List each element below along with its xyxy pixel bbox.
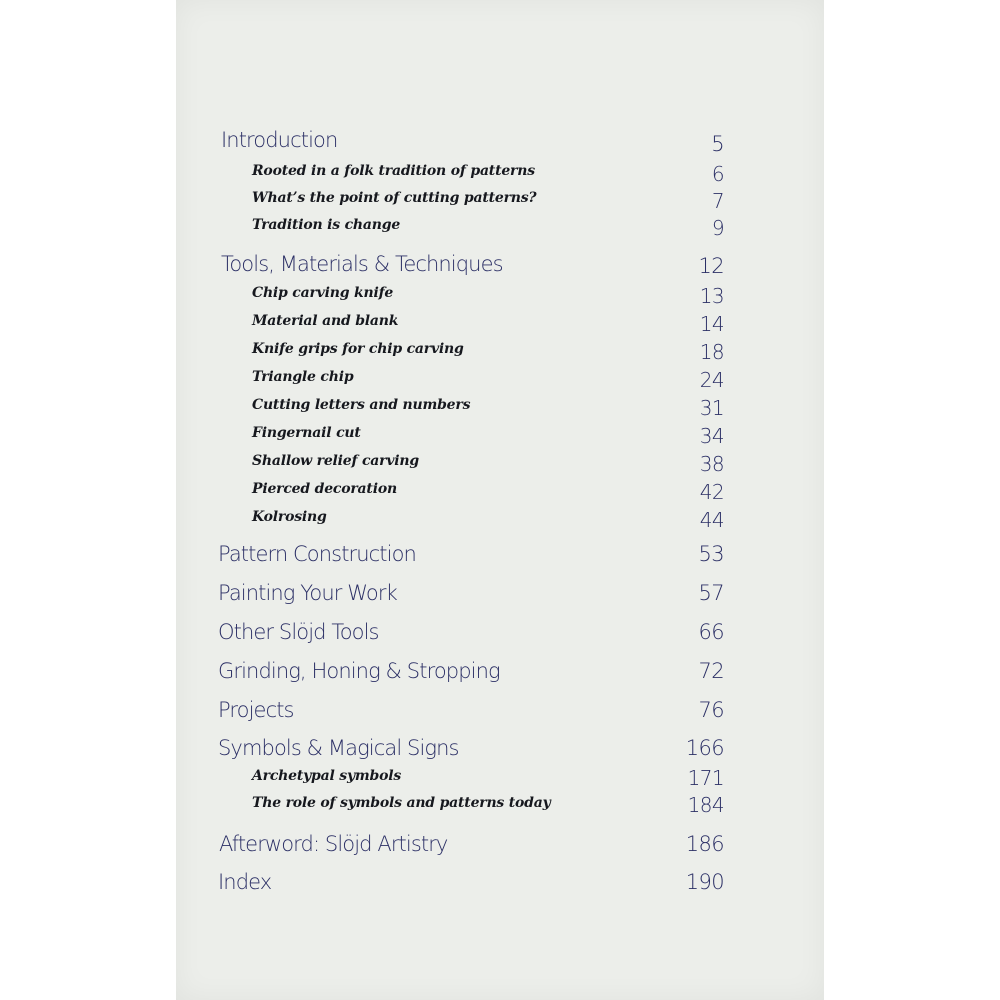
toc-subentry	[176, 793, 824, 827]
toc-entry-afterword	[176, 832, 824, 866]
toc-entry-title: Painting Your Work	[218, 581, 397, 605]
toc-entry-title: Other Slöjd Tools	[218, 620, 379, 644]
toc-entry-title: Fingernail cut	[252, 425, 361, 441]
toc-entry-title: Projects	[218, 698, 294, 722]
toc-entry-page: 7	[711, 189, 724, 213]
toc-entry-page: 14	[699, 312, 724, 336]
toc-subentry	[176, 216, 824, 250]
toc-entry-title: Rooted in a folk tradition of patterns	[252, 163, 535, 179]
toc-entry-page: 9	[711, 216, 724, 240]
toc-entry-page: 13	[699, 284, 724, 308]
toc-entry-page: 6	[711, 162, 724, 186]
toc-entry-title: Chip carving knife	[252, 285, 394, 301]
toc-entry-grinding	[176, 659, 824, 693]
toc-entry-page: 38	[699, 452, 724, 476]
toc-entry-page: 34	[699, 424, 724, 448]
toc-entry-page: 42	[699, 480, 724, 504]
toc-entry-page: 44	[699, 508, 724, 532]
toc-entry-symbols	[176, 736, 824, 770]
toc-entry-title: Afterword: Slöjd Artistry	[219, 832, 448, 856]
toc-entry-title: Pierced decoration	[252, 481, 397, 497]
toc-entry-page: 186	[685, 832, 724, 856]
toc-entry-page: 12	[698, 254, 724, 278]
toc-entry-page: 76	[698, 698, 724, 722]
toc-entry-pattern-construction	[176, 542, 824, 576]
toc-entry-page: 190	[685, 870, 724, 894]
toc-entry-page: 24	[699, 368, 724, 392]
toc-entry-title: Shallow relief carving	[252, 453, 419, 469]
toc-entry-title: Knife grips for chip carving	[252, 341, 464, 357]
toc-entry-title: Kolrosing	[252, 509, 327, 525]
toc-entry-other-slojd-tools	[176, 620, 824, 654]
book-page	[176, 0, 824, 1000]
toc-entry-page: 166	[685, 736, 724, 760]
toc-entry-title: Cutting letters and numbers	[252, 397, 471, 413]
toc-entry-title: What’s the point of cutting patterns?	[252, 190, 537, 206]
toc-entry-page: 184	[687, 793, 724, 817]
toc-entry-title: Symbols & Magical Signs	[218, 736, 459, 760]
toc-entry-title: Introduction	[221, 128, 338, 152]
toc-entry-page: 72	[698, 659, 724, 683]
toc-entry-painting	[176, 581, 824, 615]
toc-entry-page: 171	[687, 766, 724, 790]
toc-entry-page: 31	[699, 396, 724, 420]
toc-entry-title: Material and blank	[252, 313, 399, 329]
toc-entry-title: Archetypal symbols	[252, 768, 402, 784]
toc-entry-title: Pattern Construction	[218, 542, 416, 566]
toc-entry-page: 66	[698, 620, 724, 644]
toc-entry-index	[176, 870, 824, 904]
toc-entry-projects	[176, 698, 824, 732]
toc-entry-title: Tools, Materials & Techniques	[221, 252, 503, 276]
toc-entry-title: Triangle chip	[252, 369, 354, 385]
toc-entry-page: 57	[698, 581, 724, 605]
toc-entry-introduction	[176, 128, 824, 162]
toc-entry-title: The role of symbols and patterns today	[252, 795, 551, 811]
toc-entry-page: 5	[711, 132, 724, 156]
toc-entry-page: 18	[699, 340, 724, 364]
toc-entry-title: Index	[218, 870, 272, 894]
toc-entry-page: 53	[698, 542, 724, 566]
toc-entry-title: Tradition is change	[252, 217, 401, 233]
table-of-contents	[176, 0, 824, 1000]
toc-subentry	[176, 508, 824, 542]
toc-entry-tools-materials	[176, 252, 824, 286]
toc-entry-title: Grinding, Honing & Stropping	[218, 659, 500, 683]
